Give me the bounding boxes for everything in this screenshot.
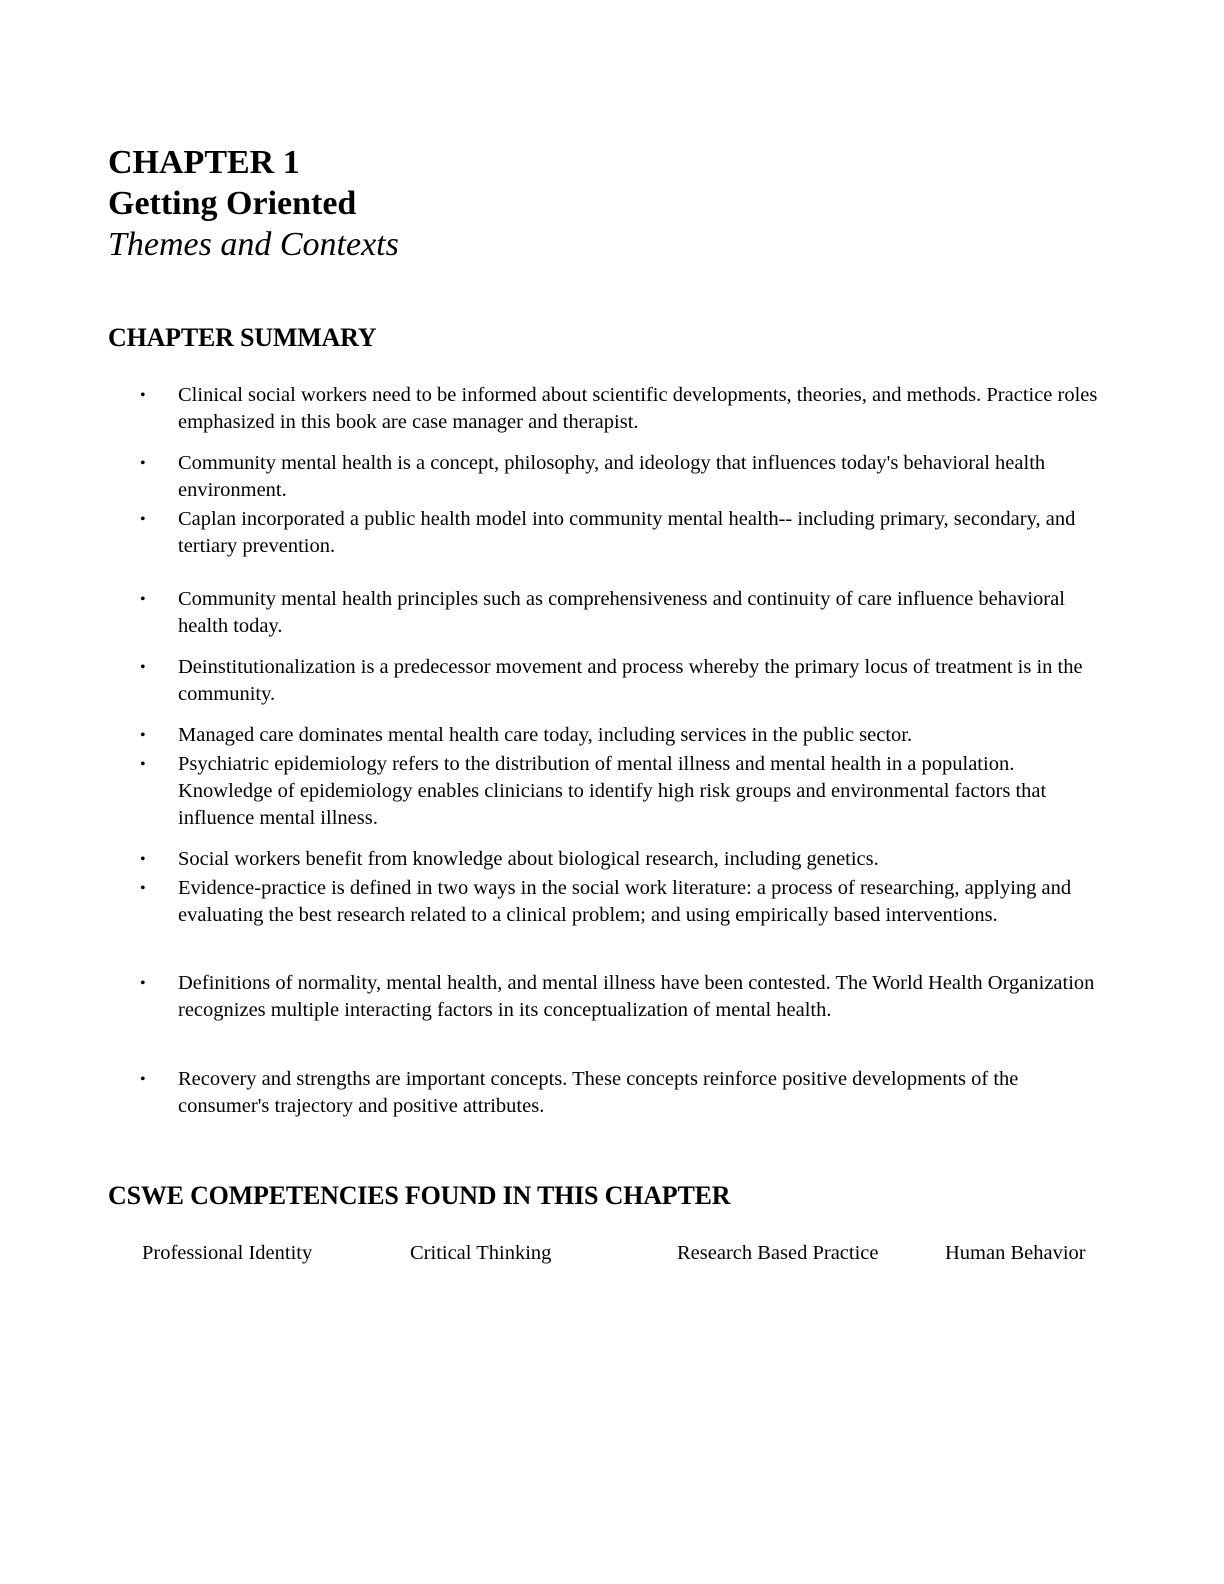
bullet-icon: • [140,727,146,744]
bullet-icon: • [140,756,146,773]
summary-bullet-text: Community mental health principles such as comprehensiveness and continuity of care influence behavioral health today. [178,588,1065,637]
summary-bullet-text: Caplan incorporated a public health model into community mental health-- including primary, secondary, and tertiary prevention. [178,508,1076,557]
chapter-heading [108,142,908,265]
chapter-summary-heading: CHAPTER SUMMARY [108,323,377,352]
summary-bullet-text: Clinical social workers need to be informed about scientific developments, theories, and methods. Practice roles emphasized in this book are case manager and therapist. [178,384,1098,433]
bullet-icon: • [140,455,146,472]
bullet-icon: • [140,880,146,897]
summary-bullet-text: Community mental health is a concept, philosophy, and ideology that influences today's behavioral health environment. [178,452,1046,501]
bullet-icon: • [140,1071,146,1088]
cswe-competencies-heading: CSWE COMPETENCIES FOUND IN THIS CHAPTER [108,1181,731,1210]
competency-professional-identity: Professional Identity [142,1242,313,1264]
bullet-icon: • [140,591,146,608]
summary-bullet-text: Definitions of normality, mental health, and mental illness have been contested. The World Health Organization recognizes multiple interacting factors in its conceptualization of mental health. [178,972,1095,1021]
summary-bullet-text: Managed care dominates mental health care today, including services in the public sector. [178,724,913,746]
bullet-icon: • [140,851,146,868]
summary-bullet-text: Social workers benefit from knowledge about biological research, including genetics. [178,848,879,870]
competency-human-behavior: Human Behavior [945,1242,1086,1264]
chapter-subtitle: Themes and Contexts [108,226,399,263]
summary-bullet-text: Deinstitutionalization is a predecessor movement and process whereby the primary locus of treatment is in the community. [178,656,1083,705]
summary-bullet-text: Psychiatric epidemiology refers to the distribution of mental illness and mental health in a population. Knowledge of epidemiology enables clinicians to identify high risk groups and environmental factors that influence mental illness. [178,753,1047,829]
chapter-title: Getting Oriented [108,185,357,222]
summary-bullet-text: Recovery and strengths are important concepts. These concepts reinforce positive developments of the consumer's trajectory and positive attributes. [178,1068,1019,1117]
competency-research-based-practice: Research Based Practice [677,1242,879,1264]
bullet-icon: • [140,975,146,992]
summary-bullet-text: Evidence-practice is defined in two ways in the social work literature: a process of researching, applying and evaluating the best research related to a clinical problem; and using empirically based interventions. [178,877,1072,926]
bullet-icon: • [140,659,146,676]
bullet-icon: • [140,511,146,528]
chapter-number: CHAPTER 1 [108,144,300,181]
competency-critical-thinking: Critical Thinking [410,1242,552,1264]
bullet-icon: • [140,387,146,404]
